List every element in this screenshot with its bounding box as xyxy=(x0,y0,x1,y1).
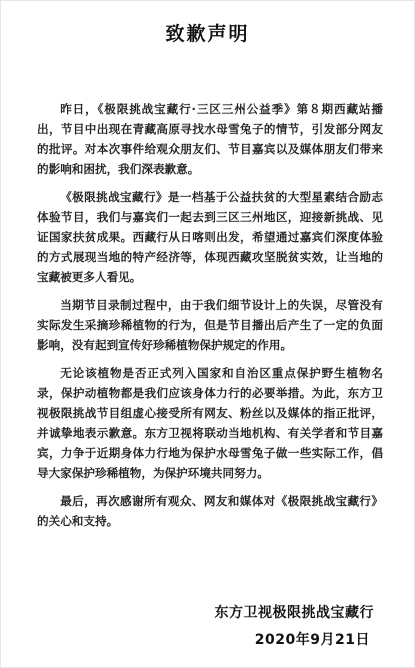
document-title: 致歉声明 xyxy=(165,23,250,45)
paragraph-4: 无论该植物是否正式列入国家和自治区重点保护野生植物名录，保护动植物都是我们应该身体力行的必要举措。为此，东方卫视极限挑战节目组虚心接受所有网友、粉丝以及媒体的指正批评，并诚挚地表示歉意。东方卫视将联动当地机构、有关学者和节目嘉宾，力争于近期身体力行地为保护水母雪兔子做一些实际工作，倡导大家保护珍稀植物，为保护环境共同努力。 xyxy=(37,366,383,480)
paragraph-3: 当期节目录制过程中，由于我们细节设计上的失误，尽管没有实际发生采摘珍稀植物的行为，但是节目播出后产生了一定的负面影响，没有起到宣传好珍稀植物保护规定的作用。 xyxy=(37,298,383,352)
paragraph-1: 昨日，《极限挑战宝藏行·三区三州公益季》第８期西藏站播出，节目中出现在青藏高原寻找水母雪兔子的情节，引发部分网友的批评。对本次事件给观众朋友们、节目嘉宾以及媒体朋友们带来的影响和困扰，我们深表歉意。 xyxy=(37,102,383,176)
paragraph-5: 最后，再次感谢所有观众、网友和媒体对《极限挑战宝藏行》的关心和支持。 xyxy=(37,494,383,528)
signature-organization: 东方卫视极限挑战宝藏行 xyxy=(214,605,374,621)
statement-body xyxy=(37,99,383,539)
signature-date: 2020年9月21日 xyxy=(254,632,370,648)
paragraph-2: 《极限挑战宝藏行》是一档基于公益扶贫的大型星素结合励志体验节目，我们与嘉宾们一起去到三区三州地区，迎接新挑战、见证国家扶贫成果。西藏行从日喀则出发，希望通过嘉宾们深度体验的方式展现当地的特产经济等，体现西藏攻坚脱贫实效，让当地的宝藏被更多人看见。 xyxy=(37,190,383,284)
